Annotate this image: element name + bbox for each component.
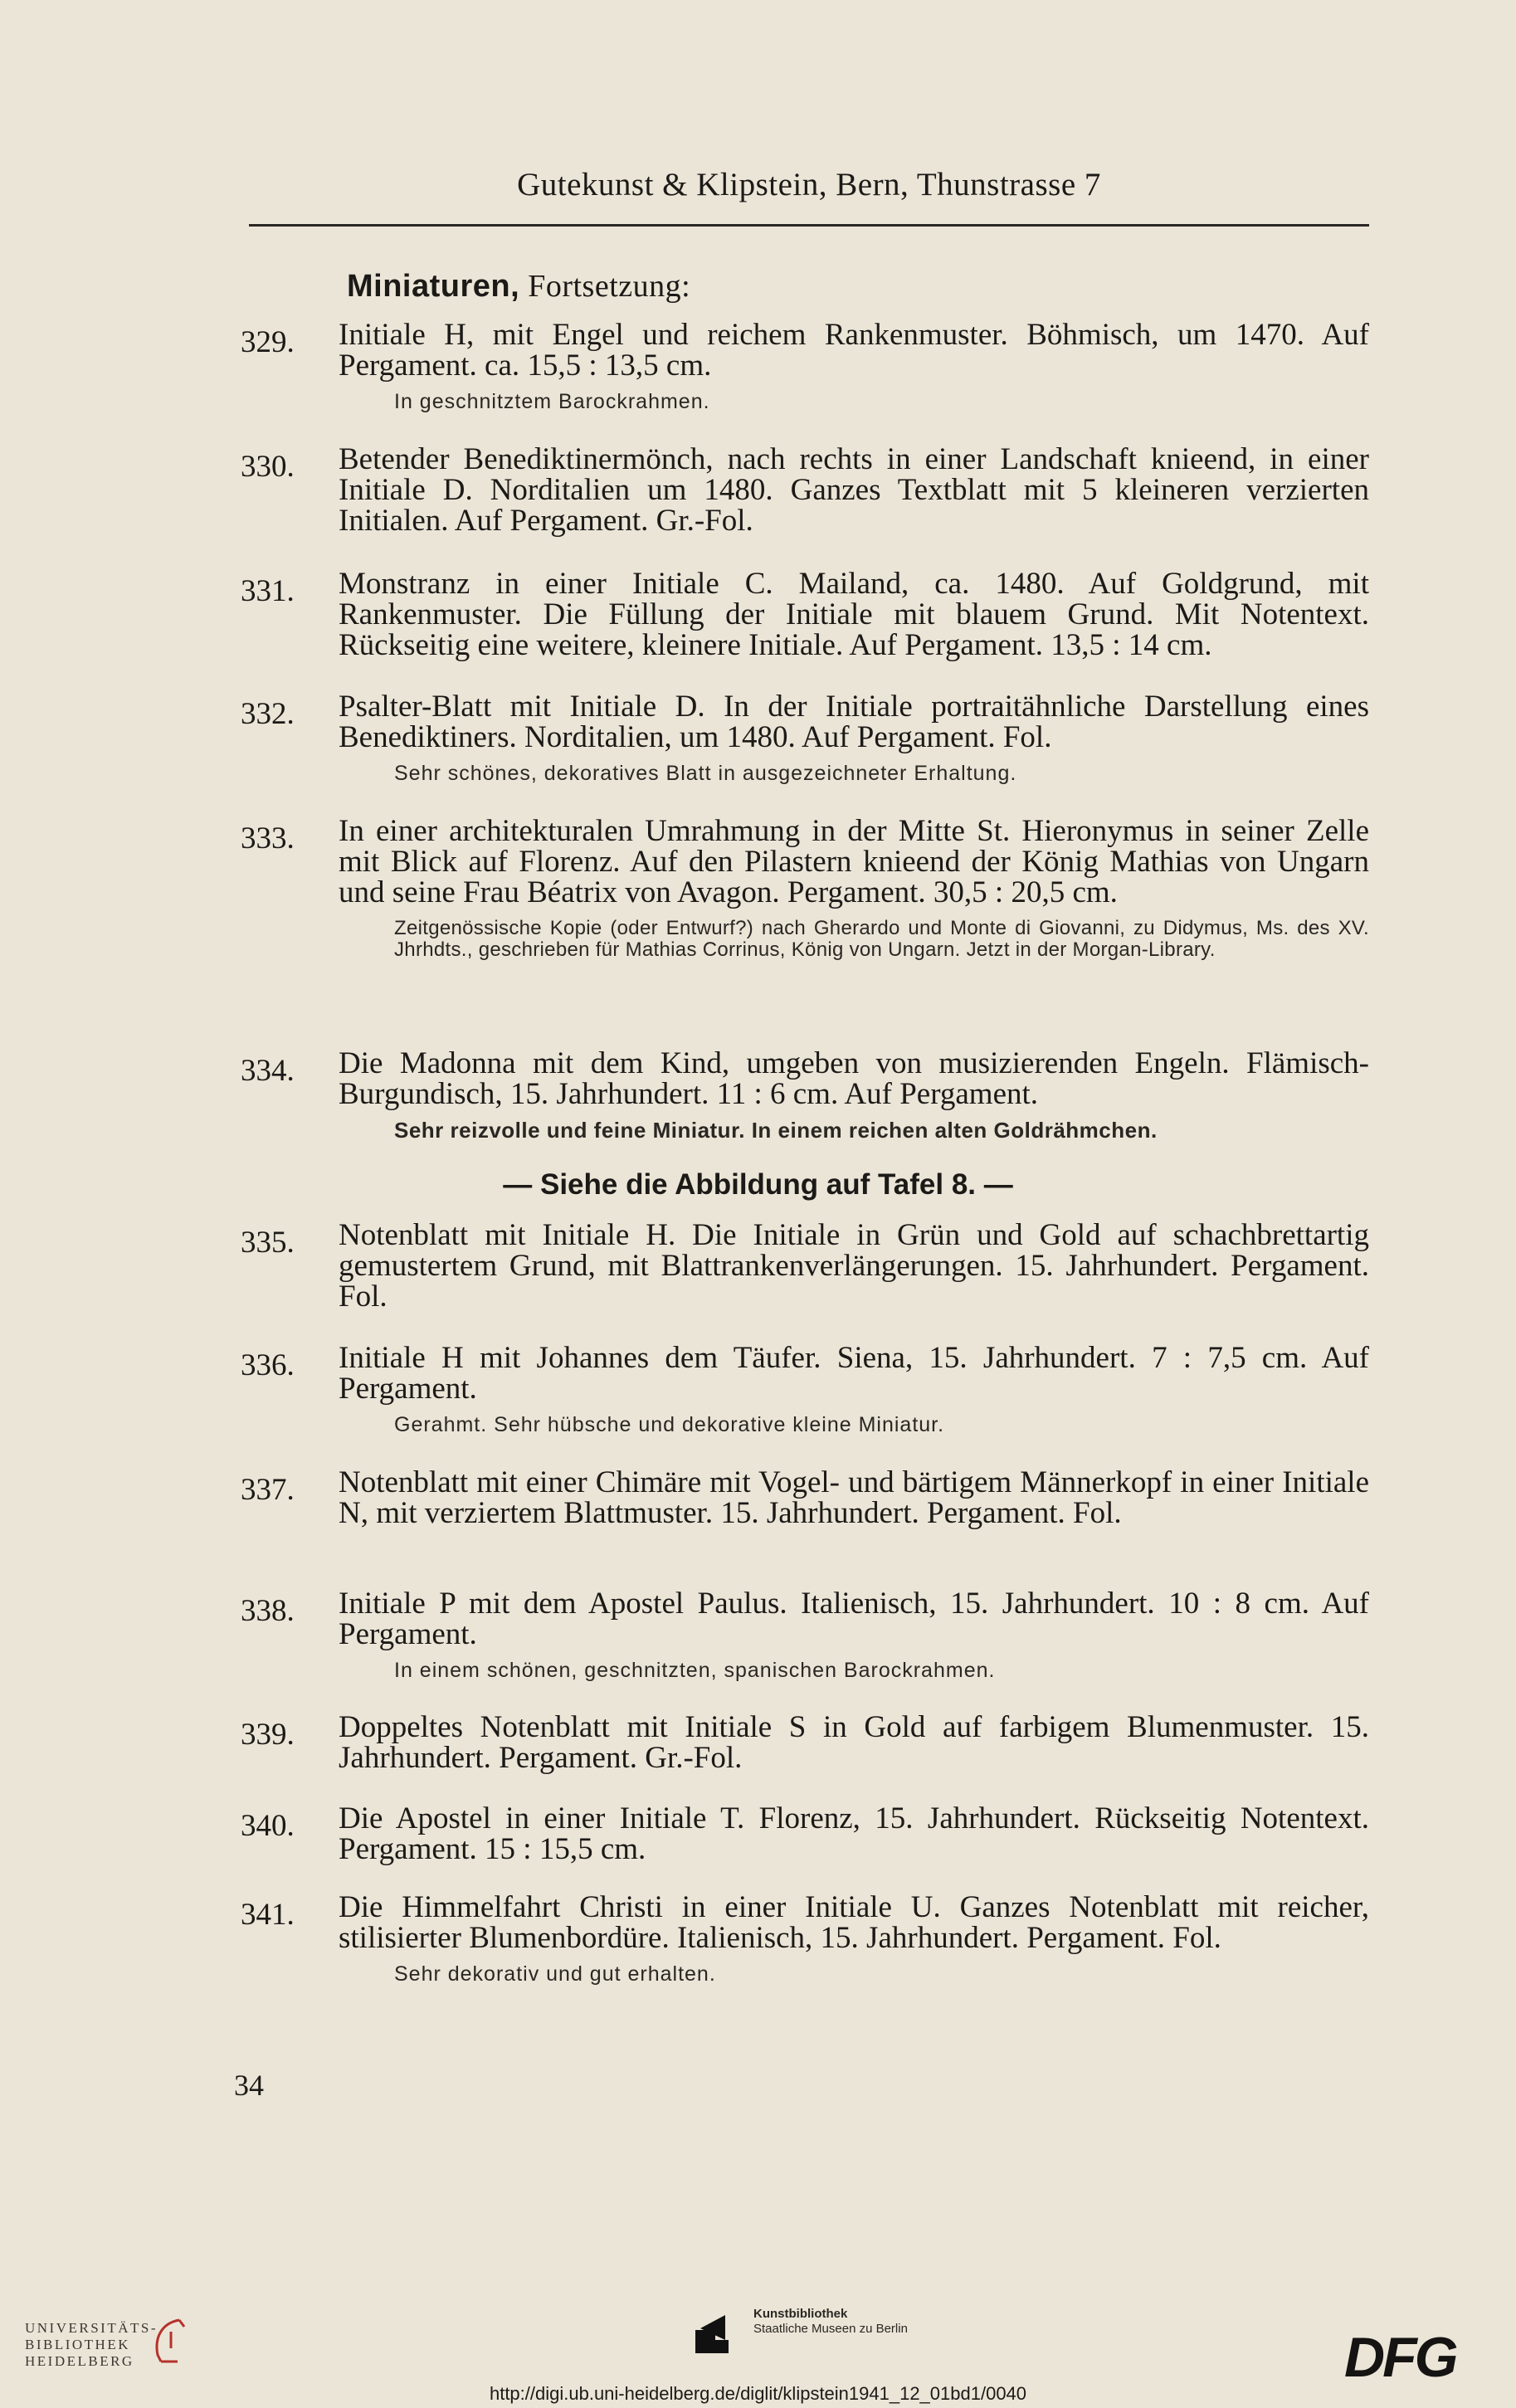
catalog-entry-340: [241, 1803, 1369, 1864]
entry-text: Initiale H, mit Engel und reichem Rankenmuster. Böhmisch, um 1470. Auf Pergament. ca. 15,5 : 13,5 cm.: [339, 318, 1369, 383]
university-line-3: HEIDELBERG: [25, 2353, 134, 2369]
entry-number: 331.: [241, 574, 295, 608]
kunstbibliothek-museum: Staatliche Museen zu Berlin: [753, 2322, 908, 2336]
catalog-entry-335: [241, 1220, 1369, 1312]
entry-note: Zeitgenössische Kopie (oder Entwurf?) nach Gherardo und Monte di Giovanni, zu Didymus, Ms. des XV. Jhrhdts., geschrieben für Mathias Corrinus, König von Ungarn. Jetzt in der Morgan-Library.: [394, 917, 1369, 961]
entry-number: 338.: [241, 1594, 295, 1628]
entry-number: 337.: [241, 1473, 295, 1507]
university-line-1: UNIVERSITÄTS-: [25, 2320, 158, 2336]
catalog-entry-339: [241, 1712, 1369, 1773]
section-title-bold: Miniaturen,: [347, 269, 520, 304]
catalog-entry-338: [241, 1588, 1369, 1681]
entry-number: 334.: [241, 1054, 295, 1088]
catalog-entry-336: [241, 1343, 1369, 1436]
catalog-entry-332: [241, 691, 1369, 784]
page-number: 34: [234, 2069, 264, 2102]
entry-text: Die Madonna mit dem Kind, umgeben von musizierenden Engeln. Flämisch-Burgundisch, 15. Jahrhundert. 11 : 6 cm. Auf Pergament.: [339, 1046, 1369, 1111]
entry-number: 339.: [241, 1718, 295, 1752]
kunstbibliothek-label: [753, 2307, 908, 2337]
entry-number: 333.: [241, 821, 295, 855]
entry-text: Die Himmelfahrt Christi in einer Initiale U. Ganzes Notenblatt mit reicher, stilisierter Blumenbordüre. Italienisch, 15. Jahrhundert. Pergament. Fol.: [339, 1890, 1369, 1955]
university-library-logo-icon: [146, 2315, 188, 2371]
catalog-entry-331: [241, 568, 1369, 660]
entry-note: Gerahmt. Sehr hübsche und dekorative kleine Miniatur.: [394, 1413, 945, 1436]
entry-number: 330.: [241, 450, 295, 484]
entry-number: 332.: [241, 697, 295, 731]
entry-note: In einem schönen, geschnitzten, spanischen Barockrahmen.: [394, 1659, 996, 1682]
catalog-entry-341: [241, 1892, 1369, 1985]
catalog-entry-337: [241, 1467, 1369, 1528]
university-library-logo-text: [25, 2320, 158, 2370]
catalog-entry-330: [241, 444, 1369, 536]
kunstbibliothek-logo-icon: [695, 2307, 745, 2361]
entry-text: Doppeltes Notenblatt mit Initiale S in Gold auf farbigem Blumenmuster. 15. Jahrhundert. Pergament. Gr.-Fol.: [339, 1710, 1369, 1775]
header-rule: [249, 224, 1369, 227]
digitization-footer: [0, 2290, 1516, 2408]
entry-number: 335.: [241, 1226, 295, 1260]
entry-number: 336.: [241, 1348, 295, 1382]
entry-note: Sehr reizvolle und feine Miniatur. In einem reichen alten Goldrähmchen.: [394, 1118, 1158, 1143]
entry-text: Notenblatt mit einer Chimäre mit Vogel- und bärtigem Männerkopf in einer Initiale N, mit verziertem Blattmuster. 15. Jahrhundert. Pergament. Fol.: [339, 1465, 1369, 1530]
entry-number: 341.: [241, 1898, 295, 1932]
kunstbibliothek-name: Kunstbibliothek: [753, 2307, 848, 2321]
entry-text: Initiale H mit Johannes dem Täufer. Siena, 15. Jahrhundert. 7 : 7,5 cm. Auf Pergament.: [339, 1341, 1369, 1406]
catalog-entry-329: [241, 319, 1369, 412]
entry-note: Sehr schönes, dekoratives Blatt in ausgezeichneter Erhaltung.: [394, 762, 1017, 785]
entry-note: Sehr dekorativ und gut erhalten.: [394, 1962, 716, 1986]
entry-text: Betender Benediktinermönch, nach rechts in einer Landschaft knieend, in einer Initiale D. Norditalien um 1480. Ganzes Textblatt mit 5 kleineren verzierten Initialen. Auf Pergament. Gr.-Fol.: [339, 442, 1369, 538]
dfg-logo: DFG: [1344, 2326, 1456, 2389]
catalog-entry-333: [241, 816, 1369, 961]
entry-text: Notenblatt mit Initiale H. Die Initiale in Grün und Gold auf schachbrettartig gemustertem Grund, mit Blattrankenverlängerungen. 15. Jahrhundert. Pergament. Fol.: [339, 1218, 1369, 1314]
section-title: [347, 268, 690, 305]
source-url-link[interactable]: http://digi.ub.uni-heidelberg.de/diglit/klipstein1941_12_01bd1/0040: [489, 2383, 1027, 2404]
university-line-2: BIBLIOTHEK: [25, 2337, 130, 2352]
running-header: Gutekunst & Klipstein, Bern, Thunstrasse 7: [517, 167, 1101, 202]
entry-note: In geschnitztem Barockrahmen.: [394, 390, 710, 413]
entry-number: 329.: [241, 325, 295, 359]
entry-text: Initiale P mit dem Apostel Paulus. Italienisch, 15. Jahrhundert. 10 : 8 cm. Auf Pergament.: [339, 1587, 1369, 1651]
entry-text: In einer architekturalen Umrahmung in der Mitte St. Hieronymus in seiner Zelle mit Blick auf Florenz. Auf den Pilastern knieend der König Mathias von Ungarn und seine Frau Béatrix von Avagon. Pergament. 30,5 : 20,5 cm.: [339, 814, 1369, 909]
entry-number: 340.: [241, 1809, 295, 1843]
entry-text: Psalter-Blatt mit Initiale D. In der Initiale portraitähnliche Darstellung eines Benediktiners. Norditalien, um 1480. Auf Pergament. Fol.: [339, 690, 1369, 754]
plate-reference: — Siehe die Abbildung auf Tafel 8. —: [503, 1168, 1013, 1201]
entry-text: Monstranz in einer Initiale C. Mailand, ca. 1480. Auf Goldgrund, mit Rankenmuster. Die Füllung der Initiale mit blauem Grund. Mit Notentext. Rückseitig eine weitere, kleinere Initiale. Auf Pergament. 13,5 : 14 cm.: [339, 567, 1369, 662]
section-title-rest: Fortsetzung:: [519, 269, 691, 304]
entry-text: Die Apostel in einer Initiale T. Florenz, 15. Jahrhundert. Rückseitig Notentext. Pergament. 15 : 15,5 cm.: [339, 1801, 1369, 1866]
catalog-entry-334: [241, 1048, 1369, 1141]
